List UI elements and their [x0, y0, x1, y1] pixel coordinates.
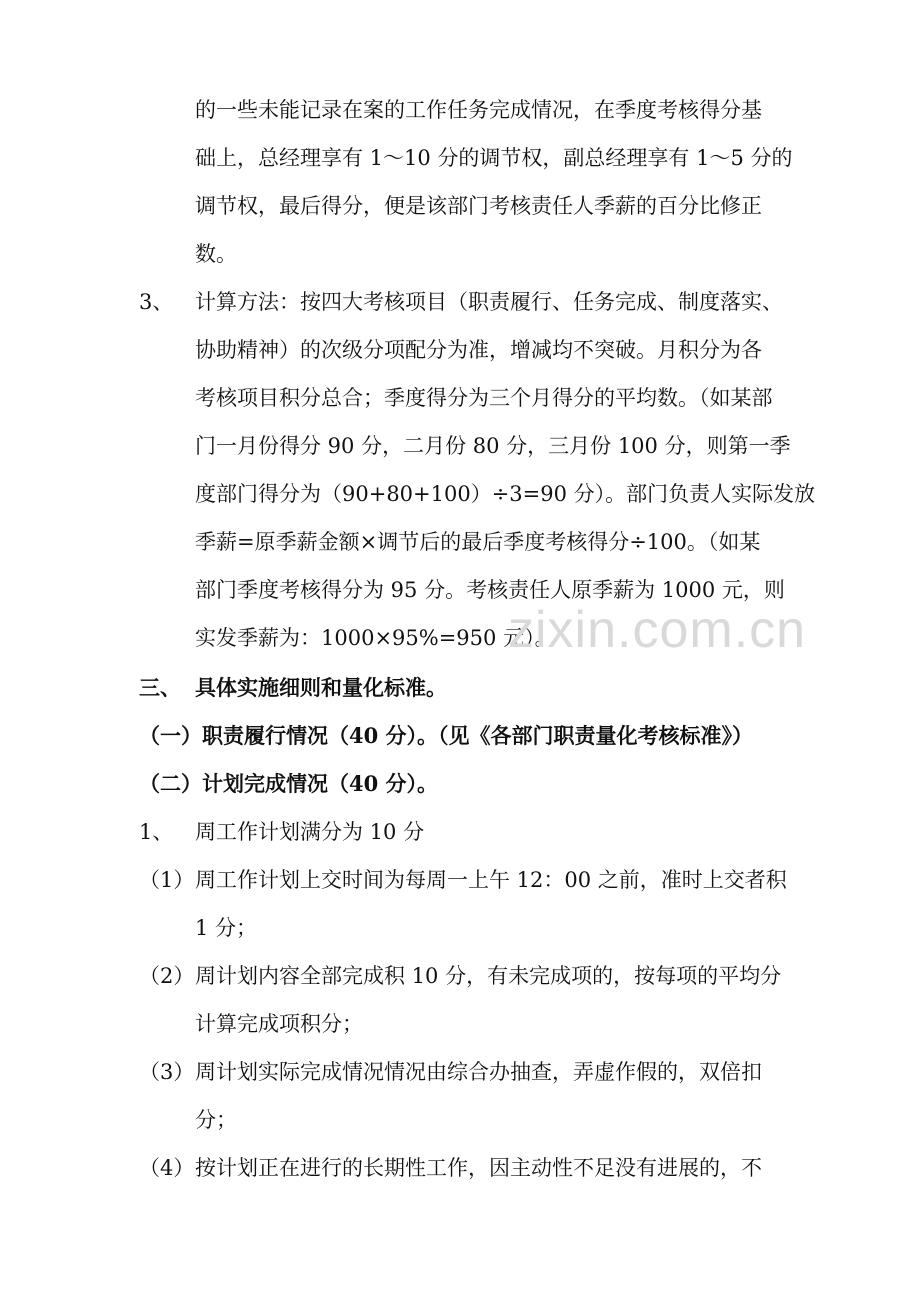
section-heading: 具体实施细则和量化标准。	[195, 675, 447, 700]
list-number: （3）	[139, 1060, 195, 1084]
text-line: 周工作计划上交时间为每周一上午 12：00 之前，准时上交者积	[195, 868, 787, 892]
text-line: 考核项目积分总合；季度得分为三个月得分的平均数。（如某部	[195, 386, 773, 410]
section-number: 三、	[139, 675, 181, 700]
text-line: 季薪=原季薪金额×调节后的最后季度考核得分÷100。（如某	[195, 530, 761, 554]
text-line: 度部门得分为（90+80+100）÷3=90 分）。部门负责人实际发放	[195, 482, 816, 506]
text-line: 计算方法：按四大考核项目（职责履行、任务完成、制度落实、	[195, 290, 783, 314]
text-line: 的一些未能记录在案的工作任务完成情况，在季度考核得分基	[195, 98, 762, 122]
text-line: 协助精神）的次级分项配分为准，增减均不突破。月积分为各	[195, 338, 762, 362]
list-number: 3、	[139, 290, 174, 314]
text-line: 分；	[195, 1108, 237, 1132]
list-number: （4）	[139, 1156, 195, 1180]
text-line: 门一月份得分 90 分，二月份 80 分，三月份 100 分，则第一季	[195, 434, 791, 458]
text-line: 周计划内容全部完成积 10 分，有未完成项的，按每项的平均分	[195, 964, 782, 988]
text-line: 础上，总经理享有 1～10 分的调节权，副总经理享有 1～5 分的	[195, 146, 793, 170]
text-line: 按计划正在进行的长期性工作，因主动性不足没有进展的，不	[195, 1156, 762, 1180]
list-number: 1、	[139, 820, 174, 844]
list-number: （2）	[139, 964, 195, 988]
text-line: 周工作计划满分为 10 分	[195, 820, 425, 844]
text-line: 实发季薪为：1000×95%=950 元）。	[195, 626, 556, 650]
text-line: 数。	[195, 242, 237, 266]
subsection-heading: （一）职责履行情况（40 分）。（见《各部门职责量化考核标准》）	[139, 723, 754, 748]
text-line: 计算完成项积分；	[195, 1012, 363, 1036]
subsection-heading: （二）计划完成情况（40 分）。	[139, 771, 439, 796]
list-number: （1）	[139, 868, 195, 892]
text-line: 部门季度考核得分为 95 分。考核责任人原季薪为 1000 元，则	[195, 578, 785, 602]
text-line: 周计划实际完成情况情况由综合办抽查，弄虚作假的，双倍扣	[195, 1060, 762, 1084]
watermark: zixin.com.cn	[508, 601, 807, 659]
text-line: 1 分；	[195, 916, 258, 940]
text-line: 调节权，最后得分，便是该部门考核责任人季薪的百分比修正	[195, 194, 762, 218]
